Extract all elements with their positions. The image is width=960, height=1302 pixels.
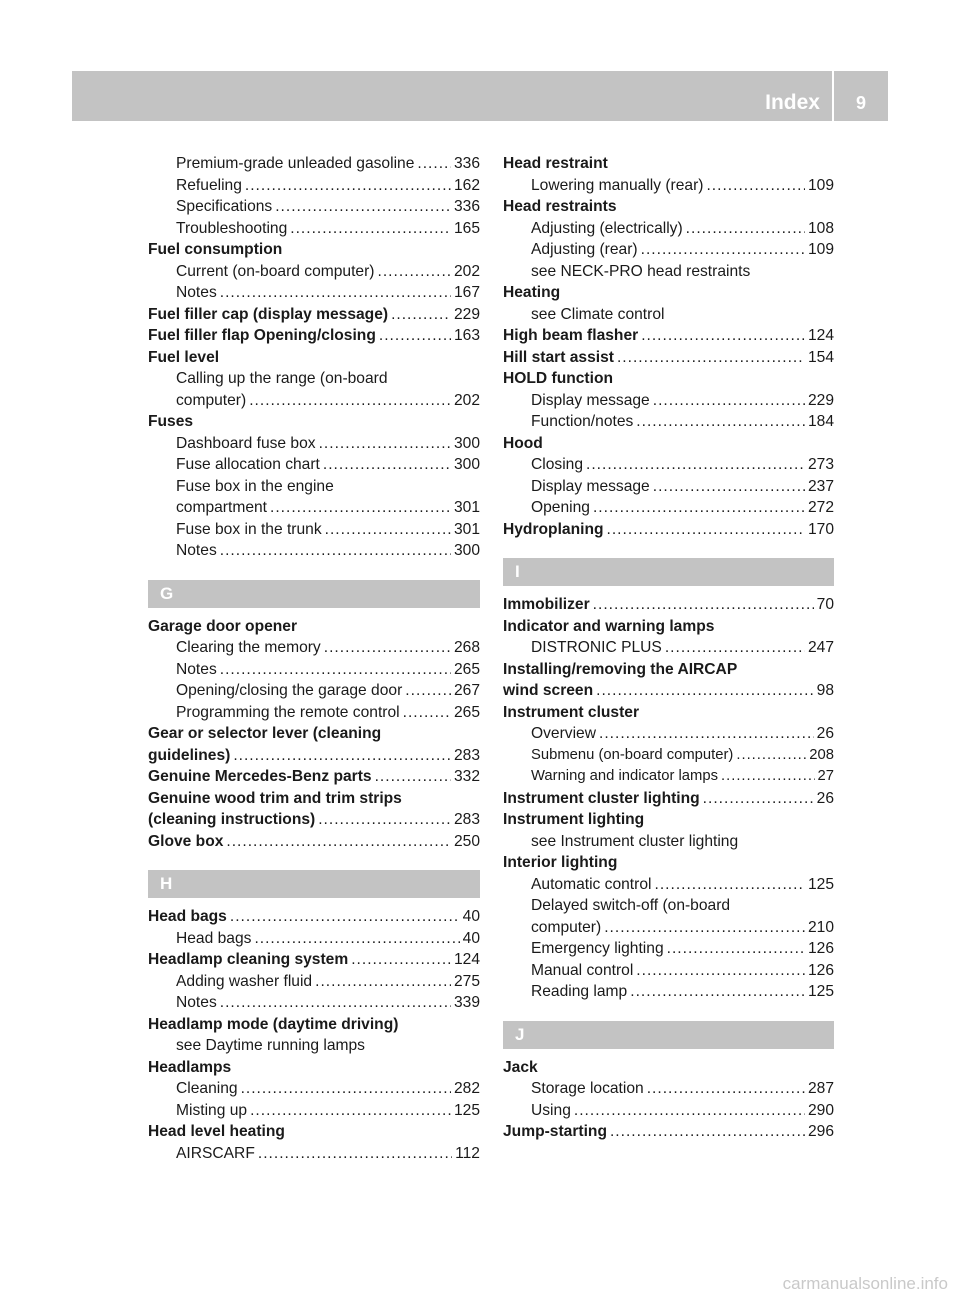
entry-label: Genuine Mercedes-Benz parts [148, 768, 372, 785]
entry-page-number: 202 [453, 262, 480, 280]
entry-page-number: 290 [807, 1101, 834, 1119]
index-subentry [148, 261, 480, 283]
entry-page-number: 287 [807, 1080, 834, 1097]
index-subentry [503, 175, 834, 197]
dot-leader [686, 218, 805, 240]
header-title: Index [765, 91, 820, 114]
entry-page-number: 336 [453, 155, 480, 172]
entry-page-number: 125 [453, 1101, 480, 1119]
index-subentry [503, 637, 834, 659]
index-subentry [503, 917, 834, 939]
index-subentry [148, 454, 480, 476]
index-subentry [148, 659, 480, 681]
entry-label: Headlamp mode (daytime driving) [148, 1015, 399, 1033]
entry-page-number: 229 [807, 391, 834, 409]
section-header-h: H [148, 870, 480, 898]
dot-leader [654, 874, 804, 896]
index-entry [503, 196, 834, 218]
dot-leader [220, 540, 451, 562]
index-subentry [148, 153, 480, 175]
entry-page-number: 184 [807, 413, 834, 430]
entry-label: Jack [503, 1058, 538, 1076]
index-subentry [148, 282, 480, 304]
index-subentry [148, 971, 480, 993]
index-subentry [148, 992, 480, 1014]
dot-leader [721, 766, 815, 788]
entry-label: Dashboard fuse box [176, 434, 316, 452]
index-subentry [503, 831, 834, 853]
entry-label: Clearing the memory [176, 639, 321, 656]
entry-label: Head level heating [148, 1123, 285, 1140]
entry-label: Calling up the range (on-board [176, 370, 388, 387]
entry-page-number: 202 [453, 391, 480, 409]
entry-label: see Instrument cluster lighting [531, 832, 739, 850]
entry-label: Installing/removing the AIRCAP [503, 660, 738, 678]
dot-leader [665, 637, 805, 659]
entry-label: Premium-grade unleaded gasoline [176, 155, 415, 172]
index-subentry [503, 745, 834, 767]
entry-label: Immobilizer [503, 596, 590, 613]
entry-label: Emergency lighting [531, 940, 664, 957]
entry-page-number: 339 [453, 994, 480, 1011]
entry-label: High beam flasher [503, 327, 639, 344]
dot-leader [270, 497, 451, 519]
page-number: 9 [834, 71, 888, 121]
entry-label: Fuel filler cap (display message) [148, 305, 389, 323]
section-header-i: I [503, 558, 834, 586]
entry-label: HOLD function [503, 370, 614, 387]
dot-leader [391, 304, 451, 326]
entry-page-number: 162 [453, 176, 480, 194]
entry-page-number: 98 [816, 682, 834, 699]
index-subentry [148, 196, 480, 218]
entry-page-number: 282 [453, 1080, 480, 1097]
index-entry [503, 325, 834, 347]
entry-page-number: 154 [807, 348, 834, 366]
index-entry [148, 809, 480, 831]
entry-label: Heating [503, 284, 561, 301]
entry-label: Head restraints [503, 198, 617, 215]
index-subentry [503, 960, 834, 982]
dot-leader [323, 454, 451, 476]
dot-leader [593, 594, 814, 616]
dot-leader [315, 971, 451, 993]
entry-label: Instrument lighting [503, 811, 645, 828]
dot-leader [604, 917, 805, 939]
section-header-g: G [148, 580, 480, 608]
index-subentry [503, 304, 834, 326]
dot-leader [653, 390, 805, 412]
entry-page-number: 272 [807, 499, 834, 516]
index-subentry [503, 390, 834, 412]
entry-label: compartment [176, 499, 267, 516]
index-entry [148, 723, 480, 745]
index-subentry [148, 680, 480, 702]
entry-label: Automatic control [531, 875, 652, 893]
index-subentry [148, 1143, 480, 1165]
entry-page-number: 237 [807, 477, 834, 495]
index-entry [148, 239, 480, 261]
dot-leader [617, 347, 805, 369]
entry-label: Specifications [176, 198, 273, 215]
entry-label: Misting up [176, 1101, 248, 1119]
index-subentry [148, 175, 480, 197]
entry-label: see Climate control [531, 305, 665, 323]
index-entry [503, 788, 834, 810]
dot-leader [667, 938, 805, 960]
dot-leader [233, 745, 451, 767]
entry-label: Genuine wood trim and trim strips [148, 789, 402, 807]
entry-page-number: 247 [807, 639, 834, 656]
entry-label: Gear or selector lever (cleaning [148, 725, 382, 742]
entry-label: Opening [531, 499, 590, 516]
index-subentry [148, 390, 480, 412]
entry-label: Instrument cluster lighting [503, 789, 700, 807]
dot-leader [226, 831, 451, 853]
entry-label: computer) [531, 918, 602, 936]
dot-leader [220, 659, 451, 681]
index-subentry [503, 454, 834, 476]
section-header-j: J [503, 1021, 834, 1049]
index-entry [148, 949, 480, 971]
index-subentry [503, 766, 834, 788]
dot-leader [258, 1143, 452, 1165]
entry-label: Cleaning [176, 1080, 238, 1097]
entry-page-number: 40 [462, 908, 480, 925]
entry-label: Closing [531, 456, 584, 473]
dot-leader [220, 992, 451, 1014]
index-entry [503, 852, 834, 874]
dot-leader [630, 981, 805, 1003]
dot-leader [220, 282, 451, 304]
index-entry [148, 831, 480, 853]
entry-page-number: 125 [807, 983, 834, 1000]
entry-label: Programming the remote control [176, 703, 400, 721]
entry-page-number: 109 [807, 241, 834, 258]
index-entry [148, 411, 480, 433]
entry-label: Notes [176, 994, 217, 1011]
dot-leader [241, 1078, 451, 1100]
entry-label: Display message [531, 391, 650, 409]
index-subentry [148, 519, 480, 541]
entry-page-number: 126 [807, 940, 834, 957]
entry-label: guidelines) [148, 746, 231, 764]
entry-label: Glove box [148, 832, 224, 850]
dot-leader [706, 175, 805, 197]
dot-leader [593, 497, 805, 519]
index-entry [148, 304, 480, 326]
entry-label: Manual control [531, 961, 634, 979]
dot-leader [325, 519, 451, 541]
entry-label: Refueling [176, 176, 242, 194]
index-entry [148, 745, 480, 767]
entry-label: Adjusting (electrically) [531, 219, 683, 237]
dot-leader [636, 411, 805, 433]
dot-leader [736, 745, 806, 767]
entry-label: see Daytime running lamps [176, 1037, 365, 1054]
index-entry [503, 594, 834, 616]
entry-label: see NECK-PRO head restraints [531, 262, 751, 280]
index-entry [503, 1121, 834, 1143]
entry-label: Storage location [531, 1080, 644, 1097]
entry-page-number: 336 [453, 198, 480, 215]
entry-label: Jump-starting [503, 1123, 607, 1140]
index-entry [148, 1121, 480, 1143]
index-subentry [148, 702, 480, 724]
index-subentry [148, 928, 480, 950]
entry-label: Hydroplaning [503, 520, 604, 538]
index-subentry [503, 1078, 834, 1100]
index-entry [503, 680, 834, 702]
index-entry [148, 788, 480, 810]
entry-label: Current (on-board computer) [176, 262, 375, 280]
dot-leader [324, 637, 451, 659]
index-subentry [503, 411, 834, 433]
entry-page-number: 167 [453, 284, 480, 301]
index-subentry [148, 1100, 480, 1122]
index-subentry [503, 218, 834, 240]
entry-page-number: 40 [462, 929, 480, 947]
entry-label: Opening/closing the garage door [176, 682, 403, 699]
index-entry [503, 659, 834, 681]
entry-label: Hill start assist [503, 348, 614, 366]
entry-page-number: 275 [453, 972, 480, 990]
entry-page-number: 70 [816, 596, 834, 613]
index-subentry [148, 368, 480, 390]
index-subentry [148, 497, 480, 519]
entry-page-number: 210 [807, 918, 834, 936]
entry-page-number: 300 [453, 434, 480, 452]
entry-page-number: 301 [453, 499, 480, 516]
entry-label: Instrument cluster [503, 703, 640, 721]
index-entry [148, 1057, 480, 1079]
entry-label: Head bags [148, 908, 227, 925]
entry-label: Reading lamp [531, 983, 628, 1000]
entry-label: Submenu (on-board computer) [531, 746, 734, 763]
dot-leader [653, 476, 805, 498]
dot-leader [610, 1121, 805, 1143]
header-bar [72, 71, 832, 121]
entry-label: Fuel filler flap Opening/closing [148, 327, 376, 344]
index-column-left [148, 153, 480, 1164]
entry-page-number: 332 [453, 768, 480, 785]
index-column-right [503, 153, 834, 1143]
dot-leader [275, 196, 451, 218]
dot-leader [405, 680, 451, 702]
entry-label: Indicator and warning lamps [503, 617, 715, 635]
dot-leader [636, 960, 805, 982]
entry-label: AIRSCARF [176, 1144, 255, 1162]
entry-label: Using [531, 1101, 571, 1119]
entry-label: DISTRONIC PLUS [531, 639, 662, 656]
dot-leader [574, 1100, 805, 1122]
entry-label: computer) [176, 391, 247, 409]
index-entry [503, 809, 834, 831]
dot-leader [599, 723, 814, 745]
entry-label: (cleaning instructions) [148, 811, 316, 828]
entry-page-number: 300 [453, 542, 480, 559]
entry-label: Fuse box in the engine [176, 477, 334, 495]
dot-leader [379, 325, 451, 347]
dot-leader [641, 325, 805, 347]
entry-label: Fuel level [148, 348, 220, 366]
dot-leader [250, 1100, 451, 1122]
index-subentry [503, 239, 834, 261]
entry-label: Fuel consumption [148, 241, 283, 258]
entry-label: Warning and indicator lamps [531, 768, 718, 784]
dot-leader [254, 928, 459, 950]
entry-page-number: 109 [807, 176, 834, 194]
index-entry [503, 153, 834, 175]
entry-label: Notes [176, 660, 217, 678]
entry-page-number: 301 [453, 520, 480, 538]
dot-leader [417, 153, 451, 175]
dot-leader [641, 239, 805, 261]
entry-label: Notes [176, 284, 217, 301]
entry-page-number: 124 [453, 951, 480, 968]
dot-leader [249, 390, 451, 412]
index-entry [148, 616, 480, 638]
entry-label: Adjusting (rear) [531, 241, 638, 258]
entry-label: Fuse box in the trunk [176, 520, 322, 538]
entry-page-number: 273 [807, 456, 834, 473]
entry-page-number: 112 [455, 1144, 480, 1162]
index-subentry [148, 476, 480, 498]
dot-leader [319, 433, 451, 455]
entry-label: Adding washer fluid [176, 972, 313, 990]
index-subentry [148, 218, 480, 240]
index-entry [148, 325, 480, 347]
entry-page-number: 126 [807, 961, 834, 979]
index-entry [503, 347, 834, 369]
entry-page-number: 26 [816, 789, 834, 807]
index-subentry [148, 1035, 480, 1057]
dot-leader [377, 261, 450, 283]
index-subentry [503, 261, 834, 283]
index-entry [148, 766, 480, 788]
entry-label: Delayed switch-off (on-board [531, 897, 731, 914]
entry-label: Overview [531, 725, 596, 742]
entry-label: Lowering manually (rear) [531, 176, 704, 194]
entry-page-number: 265 [453, 703, 480, 721]
entry-label: Head restraint [503, 155, 608, 172]
entry-page-number: 265 [453, 660, 480, 678]
index-entry [503, 616, 834, 638]
dot-leader [351, 949, 451, 971]
entry-label: Head bags [176, 929, 252, 947]
index-entry [148, 347, 480, 369]
index-subentry [148, 1078, 480, 1100]
dot-leader [586, 454, 805, 476]
entry-page-number: 250 [453, 832, 480, 850]
entry-page-number: 26 [816, 725, 834, 742]
index-entry [148, 1014, 480, 1036]
entry-label: Notes [176, 542, 217, 559]
entry-label: Troubleshooting [176, 219, 288, 237]
dot-leader [245, 175, 451, 197]
entry-label: Garage door opener [148, 617, 298, 635]
entry-page-number: 124 [807, 327, 834, 344]
entry-page-number: 27 [817, 768, 834, 784]
entry-label: Hood [503, 434, 543, 452]
index-subentry [148, 637, 480, 659]
dot-leader [647, 1078, 805, 1100]
dot-leader [703, 788, 814, 810]
entry-label: Interior lighting [503, 854, 618, 871]
index-entry [503, 368, 834, 390]
index-entry [503, 702, 834, 724]
index-entry [148, 906, 480, 928]
index-subentry [503, 938, 834, 960]
index-subentry [503, 1100, 834, 1122]
index-entry [503, 433, 834, 455]
index-subentry [503, 476, 834, 498]
entry-page-number: 283 [453, 746, 480, 764]
entry-page-number: 268 [453, 639, 480, 656]
dot-leader [596, 680, 814, 702]
watermark: carmanualsonline.info [782, 1274, 948, 1293]
entry-page-number: 296 [807, 1123, 834, 1140]
index-subentry [503, 723, 834, 745]
index-subentry [503, 874, 834, 896]
dot-leader [290, 218, 451, 240]
entry-label: Function/notes [531, 413, 634, 430]
entry-page-number: 108 [807, 219, 834, 237]
dot-leader [318, 809, 451, 831]
entry-page-number: 170 [807, 520, 834, 538]
entry-page-number: 165 [453, 219, 480, 237]
entry-page-number: 208 [809, 746, 834, 763]
index-entry [503, 519, 834, 541]
page-header [72, 71, 888, 121]
entry-page-number: 283 [453, 811, 480, 828]
dot-leader [607, 519, 805, 541]
index-subentry [503, 981, 834, 1003]
index-subentry [148, 540, 480, 562]
index-subentry [148, 433, 480, 455]
entry-label: Headlamps [148, 1058, 232, 1076]
entry-page-number: 267 [453, 682, 480, 699]
index-entry [503, 1057, 834, 1079]
dot-leader [230, 906, 460, 928]
index-subentry [503, 895, 834, 917]
entry-page-number: 125 [807, 875, 834, 893]
dot-leader [375, 766, 451, 788]
entry-label: wind screen [503, 682, 594, 699]
entry-page-number: 300 [453, 456, 480, 473]
entry-page-number: 163 [453, 327, 480, 344]
entry-label: Fuse allocation chart [176, 456, 320, 473]
entry-label: Fuses [148, 413, 194, 430]
entry-page-number: 229 [453, 305, 480, 323]
entry-label: Headlamp cleaning system [148, 951, 349, 968]
index-entry [503, 282, 834, 304]
dot-leader [403, 702, 451, 724]
index-subentry [503, 497, 834, 519]
entry-label: Display message [531, 477, 650, 495]
